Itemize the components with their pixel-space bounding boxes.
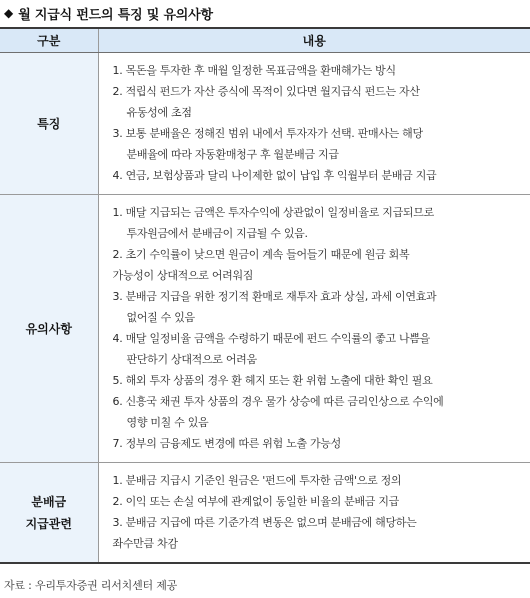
item-text: 4. 매달 일정비율 금액을 수령하기 때문에 펀드 수익률의 좋고 나쁨을 [112,332,430,345]
page-title: 월 지급식 펀드의 특징 및 유의사항 [18,7,213,23]
item-list [113,202,517,454]
list-item [113,470,517,491]
list-item [113,123,517,165]
item-list [113,470,517,554]
item-text: 1. 분배금 지급시 기준인 원금은 '펀드에 투자한 금액'으로 정의 [112,474,402,487]
item-text: 1. 매달 지급되는 금액은 투자수익에 상관없이 일정비율로 지급되므로 [112,206,434,219]
header-content: 내용 [98,28,530,53]
item-continuation: 좌수만큼 차감 [112,537,178,550]
item-text: 3. 분배금 지급을 위한 정기적 환매로 재투자 효과 상실, 과세 이연효과 [112,290,437,303]
item-list [113,60,517,186]
list-item [113,286,517,328]
section-row-features [0,53,530,195]
source-note: 자료 : 우리투자증권 리서치센터 제공 [4,579,178,592]
table-header-row [0,28,530,53]
item-continuation: 없어질 수 있음 [126,311,195,324]
list-item [113,433,517,454]
item-text: 3. 보통 분배율은 정해진 범위 내에서 투자자가 선택. 판매사는 해당 [112,127,423,140]
section-row-cautions [0,195,530,463]
category-cell [0,53,98,195]
item-text: 3. 분배금 지급에 따른 기준가격 변동은 없으며 분배금에 해당하는 [112,516,417,529]
category-label-line1: 분배금 [31,494,67,509]
category-label: 특징 [37,116,61,131]
item-continuation: 영향 미칠 수 있음 [126,416,209,429]
category-label-line2: 지급관련 [25,516,72,531]
item-text: 2. 적립식 펀드가 자산 증식에 목적이 있다면 월지급식 펀드는 자산 [112,85,420,98]
content-cell [98,195,530,463]
list-item [113,244,517,286]
header-category: 구분 [0,28,98,53]
item-continuation: 분배율에 따라 자동환매청구 후 월분배금 지급 [126,148,339,161]
list-item [113,491,517,512]
list-item [113,328,517,370]
content-cell [98,463,530,564]
item-continuation: 판단하기 상대적으로 어려움 [126,353,257,366]
item-text: 4. 연금, 보험상품과 달리 나이제한 없이 납입 후 익월부터 분배금 지급 [112,169,437,182]
list-item [113,512,517,554]
list-item [113,391,517,433]
list-item [113,165,517,186]
list-item [113,370,517,391]
category-label: 유의사항 [25,321,72,336]
section-row-distribution [0,463,530,564]
item-continuation: 가능성이 상대적으로 어려워짐 [112,269,254,282]
info-table [0,27,530,564]
diamond-bullet-icon: ◆ [4,6,14,20]
content-cell [98,53,530,195]
item-text: 2. 이익 또는 손실 여부에 관계없이 동일한 비율의 분배금 지급 [112,495,399,508]
item-continuation: 유동성에 초점 [126,106,192,119]
item-text: 5. 해외 투자 상품의 경우 환 헤지 또는 환 위험 노출에 대한 확인 필요 [112,374,433,387]
item-text: 6. 신흥국 채권 투자 상품의 경우 물가 상승에 따른 금리인상으로 수익에 [112,395,444,408]
title-bar [0,0,530,26]
category-cell [0,463,98,564]
item-text: 1. 목돈을 투자한 후 매월 일정한 목표금액을 환매해가는 방식 [112,64,396,77]
item-text: 2. 초기 수익률이 낮으면 원금이 계속 들어들기 때문에 원금 회복 [112,248,410,261]
list-item [113,60,517,81]
item-continuation: 투자원금에서 분배금이 지급될 수 있음. [126,227,308,240]
category-cell [0,195,98,463]
list-item [113,202,517,244]
item-text: 7. 정부의 금융제도 변경에 따른 위험 노출 가능성 [112,437,341,450]
list-item [113,81,517,123]
